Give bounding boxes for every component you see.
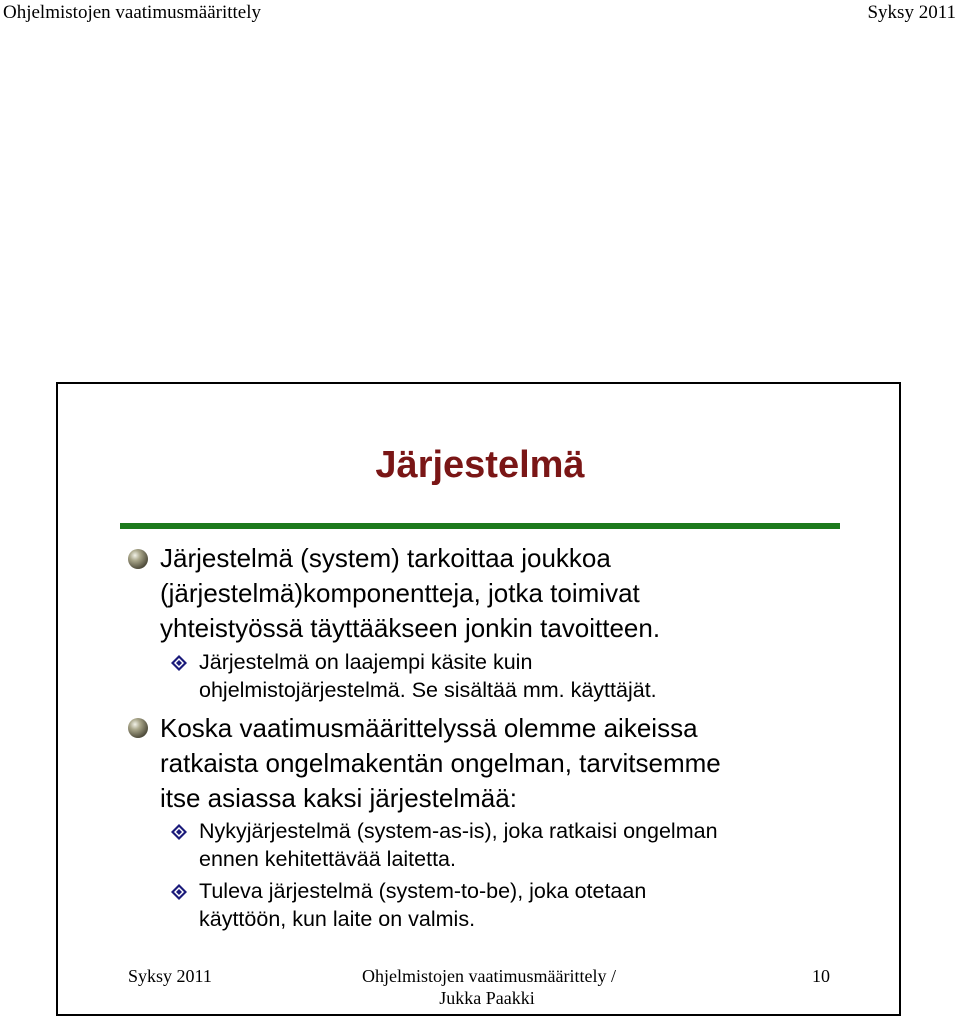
sub-bullet-3-line-1: Tuleva järjestelmä (system-to-be), joka otetaan bbox=[199, 879, 647, 903]
page-header-title: Ohjelmistojen vaatimusmäärittely bbox=[3, 2, 262, 23]
diamond-bullet-icon bbox=[171, 824, 187, 840]
slide-title: Järjestelmä bbox=[375, 444, 585, 486]
bullet-2-line-1: Koska vaatimusmäärittelyssä olemme aikeissa bbox=[160, 713, 698, 743]
footer-course: Ohjelmistojen vaatimusmäärittely / bbox=[362, 966, 616, 986]
footer-term: Syksy 2011 bbox=[128, 966, 212, 986]
sub-bullet-1-line-2: ohjelmistojärjestelmä. Se sisältää mm. käyttäjät. bbox=[199, 678, 657, 702]
bullet-1-line-1: Järjestelmä (system) tarkoittaa joukkoa bbox=[160, 543, 611, 573]
diamond-bullet-icon bbox=[171, 655, 187, 671]
ball-bullet-icon bbox=[128, 718, 148, 738]
page-header-term: Syksy 2011 bbox=[867, 2, 956, 23]
page-number: 10 bbox=[812, 966, 830, 986]
bullet-2-line-3: itse asiassa kaksi järjestelmää: bbox=[160, 783, 517, 813]
bullet-1-line-2: (järjestelmä)komponentteja, jotka toimivat bbox=[160, 578, 640, 608]
diamond-bullet-icon bbox=[171, 884, 187, 900]
footer-author: Jukka Paakki bbox=[439, 988, 535, 1008]
sub-bullet-3-line-2: käyttöön, kun laite on valmis. bbox=[199, 907, 476, 931]
sub-bullet-1-line-1: Järjestelmä on laajempi käsite kuin bbox=[199, 650, 533, 674]
bullet-2-line-2: ratkaista ongelmakentän ongelman, tarvitsemme bbox=[160, 748, 721, 778]
title-rule bbox=[120, 523, 840, 529]
sub-bullet-2-line-2: ennen kehitettävää laitetta. bbox=[199, 847, 456, 871]
bullet-1-line-3: yhteistyössä täyttääkseen jonkin tavoitteen. bbox=[160, 613, 661, 643]
sub-bullet-2-line-1: Nykyjärjestelmä (system-as-is), joka ratkaisi ongelman bbox=[199, 819, 718, 843]
ball-bullet-icon bbox=[128, 549, 148, 569]
